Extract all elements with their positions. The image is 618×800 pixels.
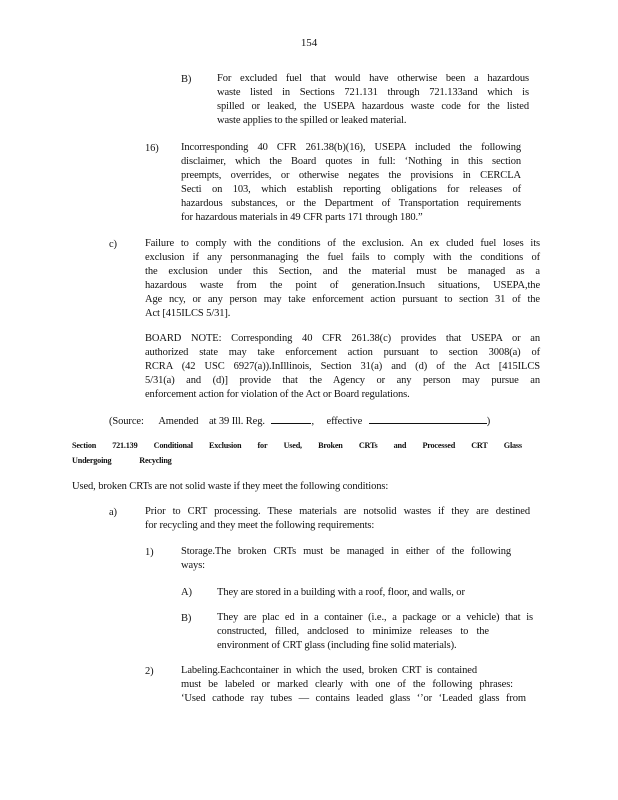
item-1-marker: 1) <box>145 547 154 558</box>
section-heading-word: 721.139 <box>112 440 138 451</box>
section-heading-word: Glass <box>503 440 522 451</box>
section-heading-word: CRT <box>471 440 488 451</box>
item-c-line: hazardous waste from the point of generation.Insuch situations, USEPA,the <box>145 280 540 291</box>
section-heading-word: Broken <box>318 440 343 451</box>
item-c-line: Failure to comply with the conditions of the exclusion. An ex cluded fuel loses its <box>145 238 540 249</box>
item-16-line: preempts, overrides, or otherwise negates the provisions in CERCLA <box>181 170 521 181</box>
section-heading-word: Recycling <box>139 455 172 466</box>
item-c-text <box>145 237 540 321</box>
item-16-marker: 16) <box>145 143 159 154</box>
item-b-line: waste listed in Sections 721.131 through 721.133and which is <box>217 87 529 98</box>
item-1b-line: environment of CRT glass (including fine solid materials). <box>217 640 457 651</box>
item-1b-line: They are plac ed in a container (i.e., a package or a vehicle) that is <box>217 612 533 623</box>
item-a-text <box>145 505 530 533</box>
item-16-line: for hazardous materials in 49 CFR parts 171 through 180.” <box>181 212 423 223</box>
item-2-line: must be labeled or marked clearly with one of the following phrases: <box>181 679 513 690</box>
item-1a-marker: A) <box>181 587 192 598</box>
item-c-line: exclusion if any personmanaging the fuel fails to comply with the conditions of <box>145 252 540 263</box>
section-heading-word: Exclusion <box>209 440 242 451</box>
source-amended: Amended <box>158 416 199 427</box>
item-a-line: for recycling and they meet the following requirements: <box>145 520 375 531</box>
board-note-line: 5/31(a) and (d)] provide that the Agency or any person may pursue an <box>145 375 540 386</box>
item-16-line: disclaimer, which the Board quotes in full: ‘Nothing in this section <box>181 156 521 167</box>
board-note-line: authorized state may take enforcement action pursuant to section 3008(a) of <box>145 347 540 358</box>
item-a-marker: a) <box>109 507 117 518</box>
item-16-line: Secti on 103, which establish reporting obligations for releases of <box>181 184 521 195</box>
item-b-line: waste applies to the spilled or leaked material. <box>217 115 407 126</box>
item-c-line: Age ncy, or any person may take enforcement action pursuant to section 31 of the <box>145 294 540 305</box>
section-heading-word: Processed <box>422 440 456 451</box>
source-effective: effective <box>326 416 363 427</box>
item-a-line: Prior to CRT processing. These materials are notsolid wastes if they are destined <box>145 506 530 517</box>
item-b-text <box>217 72 529 128</box>
item-b-marker: B) <box>181 74 192 85</box>
item-c-line: the exclusion under this Section, and the material must be managed as a <box>145 266 540 277</box>
register-page-blank <box>271 414 311 424</box>
item-1b-line: constructed, filled, andclosed to minimize releases to the <box>217 626 489 637</box>
source-prefix: (Source: <box>109 416 144 427</box>
item-1-text <box>181 545 511 573</box>
source-register: at 39 Ill. Reg. <box>208 416 265 427</box>
item-b-line: spilled or leaked, the USEPA hazardous waste code for the listed <box>217 101 529 112</box>
item-1b-marker: B) <box>181 613 192 624</box>
item-2-marker: 2) <box>145 666 154 677</box>
effective-date-blank <box>369 414 487 424</box>
item-1b-text <box>217 611 533 653</box>
item-16-line: Incorresponding 40 CFR 261.38(b)(16), USEPA included the following <box>181 142 521 153</box>
board-note-line: RCRA (42 USC 6927(a)).InIllinois, Section 31(a) and (d) of the Act [415ILCS <box>145 361 540 372</box>
item-2-line: Labeling.Eachcontainer in which the used, broken CRT is contained <box>181 665 477 676</box>
section-heading-word: Undergoing <box>72 455 112 466</box>
item-2-text <box>181 664 526 706</box>
item-1-line: Storage.The broken CRTs must be managed in either of the following <box>181 546 511 557</box>
source-close: ) <box>486 416 491 427</box>
board-note-line: BOARD NOTE: Corresponding 40 CFR 261.38(c) provides that USEPA or an <box>145 333 540 344</box>
item-c-marker: c) <box>109 239 117 250</box>
item-1-line: ways: <box>181 560 205 571</box>
source-line <box>109 414 490 428</box>
intro-text: Used, broken CRTs are not solid waste if they meet the following conditions: <box>72 481 389 492</box>
section-heading-word: Section <box>72 440 97 451</box>
page-number: 154 <box>300 37 318 49</box>
section-heading-word: CRTs <box>358 440 378 451</box>
section-heading-line2 <box>72 455 172 468</box>
board-note-line: enforcement action for violation of the Act or Board regulations. <box>145 389 410 400</box>
item-c-line: Act [415ILCS 5/31]. <box>145 308 231 319</box>
item-1a-text: They are stored in a building with a roof, floor, and walls, or <box>217 587 465 598</box>
section-heading-line1 <box>72 440 522 453</box>
section-heading-word: Conditional <box>153 440 193 451</box>
board-note <box>145 332 540 402</box>
item-16-text <box>181 141 521 225</box>
item-16-line: hazardous substances, or the Department of Transportation requirements <box>181 198 521 209</box>
section-heading-word: Used, <box>283 440 302 451</box>
section-heading-word: and <box>393 440 407 451</box>
section-heading-word: for <box>257 440 268 451</box>
item-b-line: For excluded fuel that would have otherwise been a hazardous <box>217 73 529 84</box>
item-2-line: ‘Used cathode ray tubes — contains leaded glass ‘’or ‘Leaded glass from <box>181 693 526 704</box>
source-comma: , <box>311 416 314 427</box>
